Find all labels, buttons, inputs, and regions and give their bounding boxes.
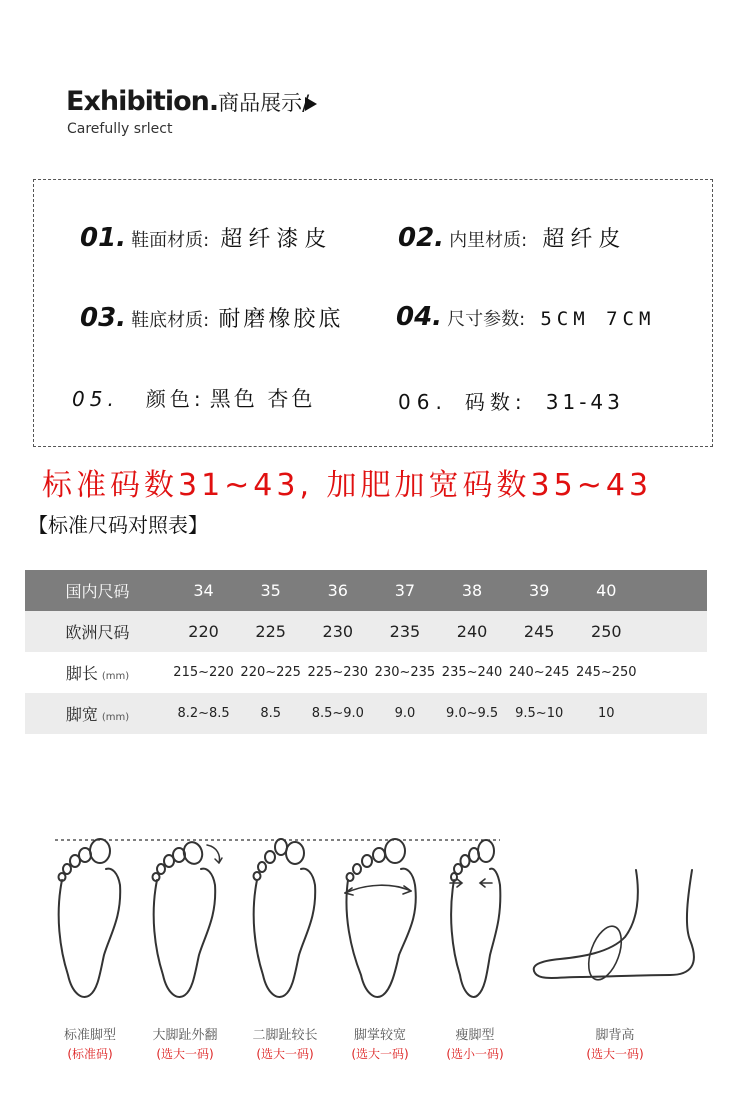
- title-cn: 商品展示/: [218, 91, 310, 115]
- spec-label: 鞋底材质:: [131, 310, 210, 331]
- spec-num: 05.: [72, 387, 119, 411]
- table-cell: 245: [506, 611, 573, 652]
- table-cell: 250: [573, 611, 640, 652]
- spec-item-4: [396, 302, 655, 332]
- table-cell: 220: [170, 611, 237, 652]
- foot-type-illustrations: [0, 825, 750, 1010]
- high-instep-foot-icon: [534, 870, 694, 984]
- foot-type-label: 瘦脚型: [455, 1028, 495, 1043]
- spec-value: 耐磨橡胶底: [218, 307, 344, 332]
- table-row-domestic-size: [25, 570, 707, 611]
- spec-label: 码数:: [464, 390, 527, 414]
- spec-item-2: [398, 222, 626, 253]
- table-cell: 225~230: [304, 652, 371, 693]
- table-cell: 8.5~9.0: [304, 693, 371, 734]
- table-row-foot-width: [25, 693, 707, 734]
- table-cell: 8.2~8.5: [170, 693, 237, 734]
- table-cell: 9.0~9.5: [439, 693, 506, 734]
- spec-label: 颜色:: [145, 387, 205, 411]
- spec-num: 06.: [398, 390, 448, 414]
- table-caption: 【标准尺码对照表】: [28, 513, 208, 537]
- wide-foot-icon: [345, 839, 416, 997]
- table-cell: 39: [506, 570, 573, 611]
- foot-type-advice: (选大一码): [156, 1047, 214, 1061]
- table-cell: 37: [371, 570, 438, 611]
- spec-item-1: [80, 222, 332, 253]
- spec-num: 03.: [80, 303, 127, 333]
- foot-type-label: 标准脚型: [63, 1028, 116, 1043]
- table-cell: 38: [439, 570, 506, 611]
- foot-type-advice: (选大一码): [586, 1047, 644, 1061]
- spec-value: 黑色 杏色: [209, 387, 316, 411]
- table-cell: 9.0: [371, 693, 438, 734]
- slim-foot-icon: [450, 840, 500, 997]
- table-cell: 230~235: [371, 652, 438, 693]
- foot-type-advice: (选大一码): [256, 1047, 314, 1061]
- table-row-foot-length: [25, 652, 707, 693]
- unit-label: (mm): [101, 671, 130, 682]
- table-cell: 225: [237, 611, 304, 652]
- foot-type-label: 大脚趾外翻: [152, 1028, 218, 1043]
- row-header: 脚长 (mm): [25, 652, 170, 693]
- spec-value: 5CM 7CM: [540, 308, 656, 330]
- standard-foot-icon: [59, 839, 121, 997]
- foot-type-advice: (选大一码): [351, 1047, 409, 1061]
- spec-value: 超纤漆皮: [220, 227, 333, 252]
- foot-type-label: 二脚趾较长: [252, 1028, 318, 1043]
- table-cell: 36: [304, 570, 371, 611]
- spec-item-3: [80, 302, 343, 333]
- row-header: 脚宽 (mm): [25, 693, 170, 734]
- table-cell: 10: [573, 693, 640, 734]
- foot-type-advice: (选小一码): [446, 1047, 504, 1061]
- page-subtitle: Carefully srlect: [67, 121, 173, 137]
- foot-type-advice: (标准码): [67, 1047, 113, 1061]
- foot-type-label: 脚掌较宽: [353, 1028, 406, 1043]
- table-cell: 240: [439, 611, 506, 652]
- table-cell: 235: [371, 611, 438, 652]
- table-cell: 215~220: [170, 652, 237, 693]
- spec-value: 超纤皮: [542, 227, 627, 252]
- table-cell: 230: [304, 611, 371, 652]
- spec-num: 04.: [396, 302, 443, 332]
- row-header: 国内尺码: [25, 570, 170, 611]
- table-row-eu-size: [25, 611, 707, 652]
- title-en: Exhibition.: [66, 86, 219, 117]
- table-cell: 9.5~10: [506, 693, 573, 734]
- table-cell: 40: [573, 570, 640, 611]
- spec-label: 内里材质:: [449, 230, 528, 251]
- spec-num: 02.: [398, 223, 445, 253]
- spec-item-6: [398, 386, 624, 415]
- bunion-foot-icon: [153, 840, 223, 997]
- spec-label: 尺寸参数:: [447, 309, 526, 330]
- table-cell: 240~245: [506, 652, 573, 693]
- table-cell: 34: [170, 570, 237, 611]
- page-title: [66, 86, 309, 117]
- spec-label: 鞋面材质:: [131, 230, 210, 251]
- long-second-toe-foot-icon: [254, 839, 316, 997]
- table-cell: 245~250: [573, 652, 640, 693]
- unit-label: (mm): [101, 712, 130, 723]
- table-cell: 220~225: [237, 652, 304, 693]
- table-cell: 35: [237, 570, 304, 611]
- spec-item-5: [72, 383, 315, 413]
- size-range-banner: 标准码数31~43, 加肥加宽码数35~43: [42, 468, 653, 503]
- row-header: 欧洲尺码: [25, 611, 170, 652]
- table-cell: 8.5: [237, 693, 304, 734]
- size-chart-table: [25, 570, 707, 734]
- foot-type-label: 脚背高: [595, 1028, 635, 1043]
- spec-num: 01.: [80, 223, 127, 253]
- table-cell: 235~240: [439, 652, 506, 693]
- spec-value: 31-43: [545, 390, 624, 414]
- play-arrow-icon: [305, 97, 317, 111]
